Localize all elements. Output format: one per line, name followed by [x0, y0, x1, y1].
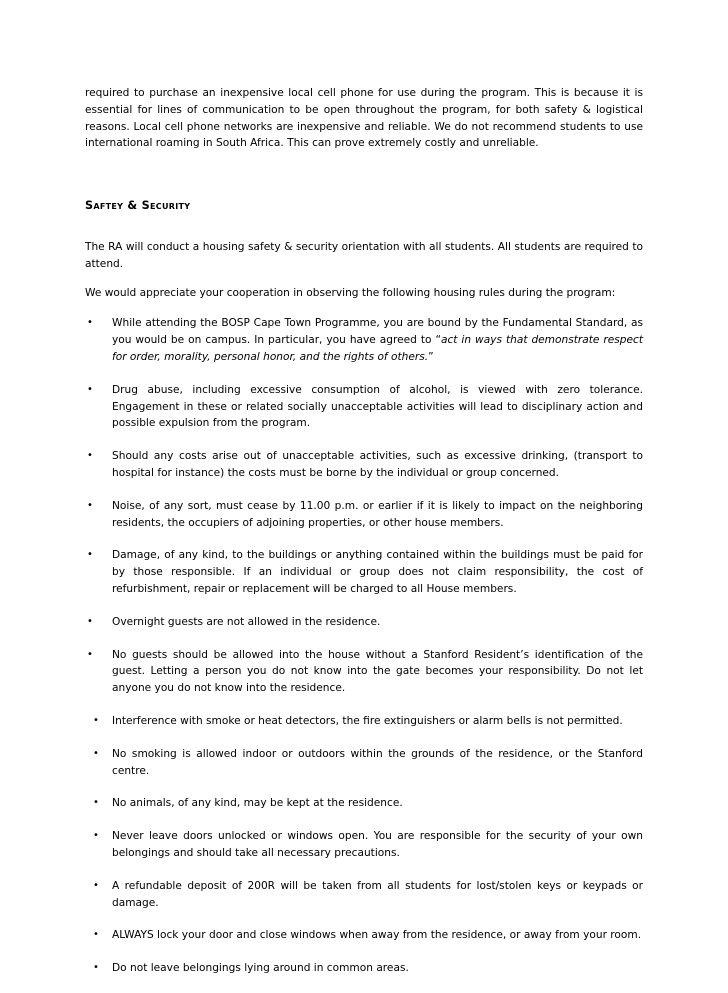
rule-text: A refundable deposit of 200R will be taken from all students for lost/stolen keys or keypads or damage.: [112, 879, 643, 909]
bullet-icon: •: [93, 830, 99, 842]
rule-text: No guests should be allowed into the house without a Stanford Resident’s identification of the guest. Letting a person you do not know into the gate becomes your responsibility. Do not let anyone you do not know into the residence.: [112, 648, 643, 695]
orientation-paragraph: The RA will conduct a housing safety & security orientation with all students. All students are required to attend.: [85, 240, 643, 270]
rule-text: Drug abuse, including excessive consumption of alcohol, is viewed with zero tolerance. Engagement in these or related socially unacceptable activities will lead to disciplinary action and possible expulsion from the program.: [112, 383, 643, 430]
rule-text: ”: [428, 350, 434, 363]
rule-no-smoking: [85, 746, 643, 780]
rule-drug-abuse: [85, 382, 643, 432]
rule-text: Do not leave belongings lying around in common areas.: [112, 962, 409, 975]
bullet-icon: •: [87, 615, 93, 627]
bullet-icon: •: [87, 383, 93, 395]
rule-fundamental-standard: [85, 315, 643, 365]
rule-costs: [85, 448, 643, 482]
intro-paragraph: required to purchase an inexpensive local cell phone for use during the program. This is because it is essential for lines of communication to be open throughout the program, for both safety & logistical reasons. Local cell phone networks are inexpensive and reliable. We do not recommend students to use international roaming in South Africa. This can prove extremely costly and unreliable.: [85, 87, 643, 150]
section-heading: Saftey & Security: [85, 199, 191, 213]
rule-smoke-detectors: [85, 713, 643, 730]
rule-guest-identification: [85, 647, 643, 697]
bullet-icon: •: [93, 797, 99, 809]
rule-text: Noise, of any sort, must cease by 11.00 p.m. or earlier if it is likely to impact on the neighboring residents, the occupiers of adjoining properties, or other house members.: [112, 499, 643, 529]
bullet-icon: •: [87, 450, 93, 462]
rule-text: Damage, of any kind, to the buildings or anything contained within the buildings must be paid for by those responsible. If an individual or group does not claim responsibility, the cost of refurbishment, repair or replacement will be charged to all House members.: [112, 549, 643, 595]
bullet-icon: •: [93, 879, 99, 891]
rule-text: ALWAYS lock your door and close windows when away from the residence, or away from your room.: [112, 929, 642, 942]
rule-text-italic: act in ways that demonstrate respect for order, morality, personal honor, and the rights of others.: [112, 334, 643, 363]
rule-text: No animals, of any kind, may be kept at the residence.: [112, 797, 403, 810]
rule-belongings: [85, 960, 643, 977]
bullet-icon: •: [87, 648, 93, 660]
bullet-icon: •: [93, 962, 99, 974]
rule-text: Overnight guests are not allowed in the residence.: [112, 615, 381, 628]
rule-deposit: [85, 878, 643, 912]
rules-intro-paragraph: We would appreciate your cooperation in observing the following housing rules during the program:: [85, 286, 616, 299]
bullet-icon: •: [87, 317, 93, 329]
rule-text: No smoking is allowed indoor or outdoors within the grounds of the residence, or the Stanford centre.: [112, 747, 643, 777]
rule-damage: [85, 547, 643, 597]
bullet-icon: •: [93, 747, 99, 759]
document-page: [85, 85, 643, 993]
rule-doors-windows: [85, 828, 643, 862]
rule-noise: [85, 498, 643, 532]
rule-text: While attending the BOSP Cape Town Programme, you are bound by the Fundamental Standard, as you would be on campus. In particular, you have agreed to “: [112, 317, 643, 347]
rule-text: Never leave doors unlocked or windows open. You are responsible for the security of your own belongings and should take all necessary precautions.: [112, 830, 643, 859]
bullet-icon: •: [93, 714, 99, 726]
housing-rules-list: [85, 315, 643, 977]
bullet-icon: •: [87, 549, 93, 561]
rule-text: Should any costs arise out of unacceptable activities, such as excessive drinking, (transport to hospital for instance) the costs must be borne by the individual or group concerned.: [112, 450, 643, 479]
rule-no-animals: [85, 795, 643, 812]
rule-text: Interference with smoke or heat detectors, the fire extinguishers or alarm bells is not permitted.: [112, 714, 623, 727]
bullet-icon: •: [87, 499, 93, 511]
bullet-icon: •: [93, 929, 99, 941]
rule-overnight-guests: [85, 614, 643, 631]
